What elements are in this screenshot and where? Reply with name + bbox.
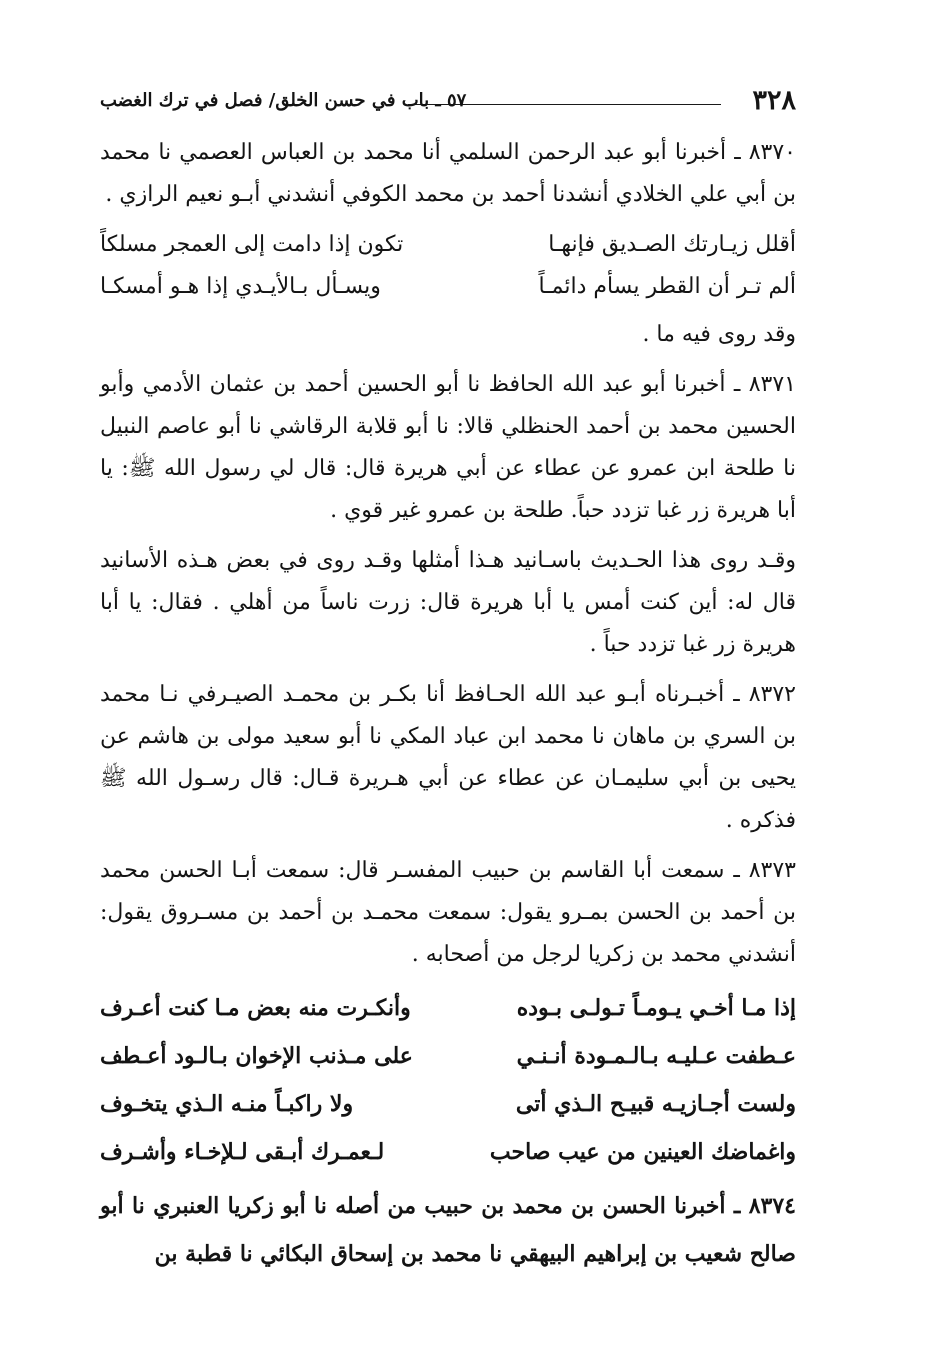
- after-poem-note: وقد روى فيه ما .: [642, 322, 796, 347]
- verse-second-hemistich: على مـذنب الإخوان بـالـود أعـطف: [100, 1043, 413, 1069]
- poem-2: [100, 984, 796, 1176]
- verse-line: [100, 266, 796, 308]
- verse-line: [100, 984, 796, 1032]
- poem-1: [100, 224, 796, 308]
- verse-second-hemistich: تكون إذا دامت إلى العمجر مسلكاً: [100, 232, 404, 257]
- verse-first-hemistich: واغماضك العينين من عيب صاحب: [489, 1139, 796, 1165]
- verse-first-hemistich: ولست أجـازيـه قبيـح الـذي أتى: [515, 1091, 796, 1117]
- commentary-paragraph: وقـد روى هذا الحـديث باسـانيد هـذا أمثلها وقـد روى في بعض هـذه الأسانيد قال له: أين كنت أمس يا أبا هريرة قال: زرت ناساً من أهلي . فقال: يا أبا هريرة زر غبا تزدد حباً .: [100, 548, 796, 657]
- verse-second-hemistich: لـعمـرك أبـقى لـلإخـاء وأشـرف: [100, 1139, 385, 1165]
- verse-line: [100, 224, 796, 266]
- hadith-8371: ٨٣٧١ ـ أخبرنا أبو عبد الله الحافظ نا أبو الحسين أحمد بن عثمان الأدمي وأبو الحسين محمد بن أحمد الحنظلي قالا: نا أبو قلابة الرقاشي نا أبو عاصم النبيل نا طلحة ابن عمرو عن عطاء عن أبي هريرة قال: قال لي رسول الله ﷺ: يا أبا هريرة زر غبا تزدد حباً. طلحة بن عمرو غير قوي .: [100, 372, 796, 523]
- hadith-8372: ٨٣٧٢ ـ أخبـرناه أبـو عبد الله الحـافظ أنا بكـر بن محمـد الصيـرفي نـا محمد بن السري بن ماهان نا محمد ابن عباد المكي نا أبو سعيد مولى بن هاشم عن يحيى بن أبي سليمـان عن عطاء عن أبي هـريرة قـال: قال رسـول الله ﷺ فذكره .: [100, 682, 796, 833]
- verse-line: [100, 1128, 796, 1176]
- verse-line: [100, 1032, 796, 1080]
- page-number: ٣٢٨: [752, 85, 796, 116]
- verse-second-hemistich: ويسـأل بـالأيـدي إذا هـو أمسكـا: [100, 274, 381, 299]
- verse-first-hemistich: إذا مـا أخـي يـومـاً تـولـى بـوده: [516, 995, 796, 1021]
- body-text: [100, 132, 796, 1278]
- book-page: [100, 0, 796, 1368]
- running-title: ٥٧ ـ باب في حسن الخلق/ فصل في ترك الغضب: [100, 90, 467, 111]
- verse-first-hemistich: أقلل زيـارتك الصـديق فإنهـا: [548, 232, 796, 257]
- verse-first-hemistich: عـطفت عـليـه بـالـمـودة أنـنـي: [516, 1043, 796, 1069]
- verse-first-hemistich: ألم تـر أن القطر يسأم دائمـاً: [538, 274, 796, 299]
- verse-second-hemistich: وأنكـرت منه بعض مـا كنت أعـرف: [100, 995, 411, 1021]
- hadith-8370: ٨٣٧٠ ـ أخبرنا أبو عبد الرحمن السلمي أنا محمد بن العباس العصمي نا محمد بن أبي علي الخلادي أنشدنا أحمد بن محمد الكوفي أنشدني أبـو نعيم الرازي .: [100, 140, 796, 207]
- verse-second-hemistich: ولا راكبـاً منـه الـذي يتخـوف: [100, 1091, 354, 1117]
- hadith-8374: ٨٣٧٤ ـ أخبرنا الحسن بن محمد بن حبيب من أصله نا أبو زكريا العنبري نا أبو صالح شعيب بن إبراهيم البيهقي نا محمد بن إسحاق البكائي نا قطبة بن: [100, 1193, 796, 1267]
- verse-line: [100, 1080, 796, 1128]
- page-header: [100, 84, 796, 118]
- hadith-8373: ٨٣٧٣ ـ سمعت أبا القاسم بن حبيب المفسـر قال: سمعت أبـا الحسن محمد بن أحمد بن الحسن بمـرو يقول: سمعت محمـد بن أحمد بن مسـروق يقول: أنشدني محمد بن زكريا لرجل من أصحابه .: [100, 858, 796, 967]
